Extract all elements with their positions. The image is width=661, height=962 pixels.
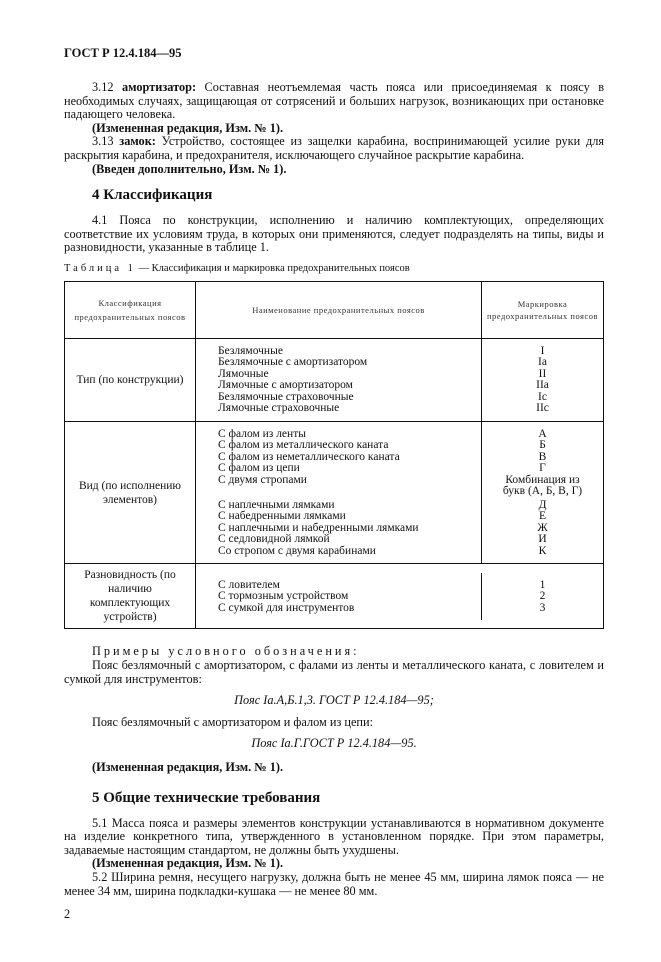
- belt-name: С тормозным устройством: [218, 591, 482, 603]
- belt-name: С фалом из ленты: [218, 422, 482, 441]
- clause-text: Устройство, состоящее из защелки карабина, воспринимающей усилие руки для раскрытия карабина, и предохранителя, исключающего случайное раскрытие карабина.: [64, 134, 605, 162]
- belt-marking: IIс: [536, 402, 549, 415]
- table-row: [65, 421, 604, 564]
- classification-table: [64, 281, 604, 630]
- belt-marking: К: [538, 544, 547, 557]
- classification-cell: Тип (по конструкции): [65, 338, 196, 421]
- table-caption: Таблица 1 — Классификация и маркировка предохранительных поясов: [64, 262, 410, 274]
- clause-5-2: 5.2 Ширина ремня, несущего нагрузку, должна быть не менее 45 мм, ширина лямок пояса — не менее 34 мм, ширина подкладки-кушака — не менее 80 мм.: [64, 869, 604, 898]
- belt-name: С фалом из металлического каната: [218, 440, 482, 452]
- list-item: [218, 591, 603, 603]
- belt-name: С набедренными лямками: [218, 511, 482, 523]
- belt-marking: Iс: [538, 390, 547, 403]
- examples: [64, 645, 604, 774]
- amendment-note: (Введен дополнительно, Изм. № 1).: [92, 161, 287, 176]
- list-item: [218, 603, 603, 621]
- document-header: ГОСТ Р 12.4.184—95: [64, 46, 182, 60]
- belt-name: Безлямочные: [218, 339, 482, 358]
- column-header: Наименование предохранительных поясов: [196, 281, 482, 338]
- belt-name: С сумкой для инструментов: [218, 603, 482, 621]
- belt-marking: А: [538, 427, 547, 440]
- table-row: [65, 338, 604, 421]
- table-row: [65, 564, 604, 629]
- belt-name: Лямочные с амортизатором: [218, 380, 482, 392]
- belt-marking: Ж: [537, 521, 548, 534]
- belt-name: С фалом из неметаллического каната: [218, 452, 482, 464]
- belt-name: Со стропом с двумя карабинами: [218, 546, 482, 564]
- example-code: Пояс Iа.А,Б.1,3. ГОСТ Р 12.4.184—95;: [234, 693, 434, 708]
- examples-title: Примеры условного обозначения:: [92, 644, 360, 659]
- belt-name: Безлямочные страховочные: [218, 392, 482, 404]
- belt-marking: Д: [538, 498, 547, 511]
- list-item: [218, 475, 603, 500]
- belt-marking: В: [538, 450, 547, 463]
- belt-marking: Е: [538, 510, 547, 523]
- clause-number: 3.12: [92, 80, 122, 94]
- column-header: Классификация предохранительных поясов: [65, 281, 196, 338]
- amendment-note: (Измененная редакция, Изм. № 1).: [92, 760, 284, 774]
- classification-cell: Вид (по исполнению элементов): [65, 421, 196, 564]
- clause-term: замок:: [119, 134, 156, 149]
- belt-name: С ловителем: [218, 573, 482, 592]
- list-item: [218, 403, 603, 421]
- list-item: [218, 573, 603, 592]
- column-header: Маркировка предохранительных поясов: [482, 281, 604, 338]
- belt-marking: Б: [539, 439, 546, 452]
- belt-name: Лямочные страховочные: [218, 403, 482, 421]
- example-text: Пояс безлямочный с амортизатором и фалом из цепи:: [92, 714, 373, 729]
- belt-name: С фалом из цепи: [218, 463, 482, 475]
- belt-marking: И: [538, 533, 547, 546]
- belt-marking: IIа: [536, 379, 549, 392]
- clause-term: амортизатор:: [122, 80, 197, 94]
- clause-text: Составная неотъемлемая часть пояса или присоединяемая к поясу в необходимых случаях, защищающая от сотрясений и больших нагрузок, возникающих при остановке падающего человека.: [64, 80, 604, 122]
- example-code: Пояс Iа.Г.ГОСТ Р 12.4.184—95.: [251, 736, 417, 751]
- belt-marking: Iа: [538, 356, 547, 369]
- amendment-note: (Измененная редакция, Изм. № 1).: [92, 120, 284, 135]
- list-item: [218, 422, 603, 441]
- clause-3-12: [64, 81, 604, 176]
- clause-4-1: 4.1 Пояса по конструкции, исполнению и наличию комплектующих, определяющих соответствие их условиям труда, в которых они применяются, следует подразделять на типы, виды и разновидности, указанные в таблице 1.: [64, 213, 604, 255]
- list-item: [218, 339, 603, 358]
- belt-name: С седловидной лямкой: [218, 534, 482, 546]
- belt-name: С наплечными и набедренными лямками: [218, 523, 482, 535]
- items-cell: [196, 338, 604, 421]
- belt-marking: 2: [539, 590, 546, 603]
- clause-5-1: 5.1 Масса пояса и размеры элементов конструкции устанавливаются в нормативном документе на изделие конкретного типа, утвержденного в установленном порядке. При этом параметры, задаваемые настоящим стандартом, не должны быть ухудшены.: [64, 815, 604, 857]
- amendment-note: (Измененная редакция, Изм. № 1).: [92, 856, 284, 871]
- belt-marking: Комбинация из букв (А, Б, В, Г): [502, 473, 583, 498]
- section-heading-5: 5 Общие технические требования: [92, 789, 321, 806]
- items-cell: [196, 421, 604, 564]
- belt-name: Лямочные: [218, 369, 482, 381]
- classification-cell: Разновидность (по наличию комплектующих устройств): [65, 564, 196, 629]
- belt-name: Безлямочные с амортизатором: [218, 357, 482, 369]
- belt-name: С двумя стропами: [218, 475, 482, 500]
- belt-marking: I: [540, 344, 545, 357]
- items-cell: [196, 564, 604, 629]
- belt-marking: II: [538, 367, 547, 380]
- belt-marking: Г: [539, 462, 546, 475]
- belt-marking: 3: [539, 601, 546, 614]
- belt-name: С наплечными лямками: [218, 500, 482, 512]
- section-heading-4: 4 Классификация: [92, 187, 213, 204]
- clause-number: 3.13: [92, 134, 120, 149]
- page-number: 2: [64, 907, 71, 922]
- example-text: Пояс безлямочный с амортизатором, с фалами из ленты и металлического каната, с ловителем и сумкой для инструментов:: [64, 658, 604, 686]
- list-item: [218, 546, 603, 564]
- belt-marking: 1: [539, 578, 546, 591]
